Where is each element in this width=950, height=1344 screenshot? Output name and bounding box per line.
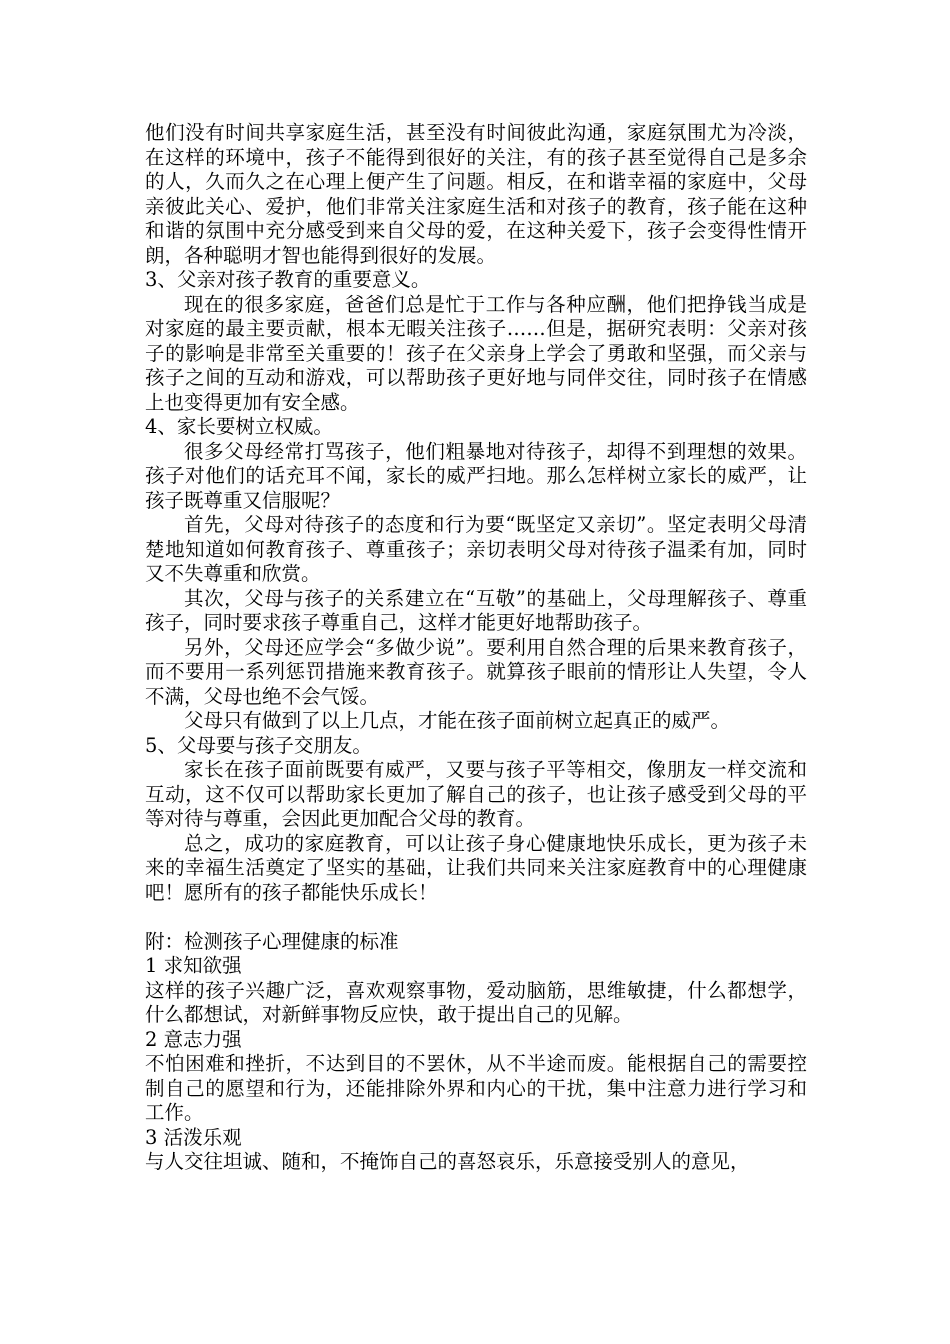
heading-willpower: 2 意志力强 bbox=[145, 1027, 242, 1051]
paragraph-authority-intro: 很多父母经常打骂孩子，他们粗暴地对待孩子，却得不到理想的效果。孩子对他们的话充耳不闻，家长的威严扫地。那么怎样树立家长的威严，让孩子既尊重又信服呢？ bbox=[145, 439, 807, 512]
heading-father-role: 3、父亲对孩子教育的重要意义。 bbox=[145, 268, 431, 291]
blank-line bbox=[145, 905, 807, 930]
paragraph-curiosity: 这样的孩子兴趣广泛，喜欢观察事物，爱动脑筋，思维敏捷，什么都想学，什么都想试，对新鲜事物反应快，敢于提出自己的见解。 bbox=[145, 978, 807, 1026]
paragraph-family-atmosphere: 他们没有时间共享家庭生活，甚至没有时间彼此沟通，家庭氛围尤为冷淡，在这样的环境中，孩子不能得到很好的关注，有的孩子甚至觉得自己是多余的人，久而久之在心理上便产生了问题。相反，在和谐幸福的家庭中，父母亲彼此关心、爱护，他们非常关注家庭生活和对孩子的教育，孩子能在这种和谐的氛围中充分感受到来自父母的爱，在这种关爱下，孩子会变得性情开朗，各种聪明才智也能得到很好的发展。 bbox=[145, 121, 807, 267]
heading-curiosity: 1 求知欲强 bbox=[145, 954, 242, 977]
heading-optimism: 3 活泼乐观 bbox=[145, 1125, 242, 1149]
paragraph-father-role: 现在的很多家庭，爸爸们总是忙于工作与各种应酬，他们把挣钱当成是对家庭的最主要贡献，根本无暇关注孩子……但是，据研究表明：父亲对孩子的影响是非常至关重要的！孩子在父亲身上学会了勇敢和坚强，而父亲与孩子之间的互动和游戏，可以帮助孩子更好地与同伴交往，同时孩子在情感上也变得更加有安全感。 bbox=[145, 292, 807, 414]
paragraph-authority-second: 其次，父母与孩子的关系建立在“互敬”的基础上，父母理解孩子、尊重孩子，同时要求孩子尊重自己，这样才能更好地帮助孩子。 bbox=[145, 586, 807, 634]
heading-friendship: 5、父母要与孩子交朋友。 bbox=[145, 733, 372, 757]
paragraph-willpower: 不怕困难和挫折，不达到目的不罢休，从不半途而废。能根据自己的需要控制自己的愿望和行为，还能排除外界和内心的干扰，集中注意力进行学习和工作。 bbox=[145, 1052, 807, 1124]
paragraph-optimism: 与人交往坦诚、随和，不掩饰自己的喜怒哀乐，乐意接受别人的意见， bbox=[145, 1150, 750, 1173]
paragraph-summary: 总之，成功的家庭教育，可以让孩子身心健康地快乐成长，更为孩子未来的幸福生活奠定了坚实的基础，让我们共同来关注家庭教育中的心理健康吧！愿所有的孩子都能快乐成长！ bbox=[145, 831, 807, 904]
heading-appendix: 附：检测孩子心理健康的标准 bbox=[145, 929, 399, 953]
paragraph-authority-conclusion: 父母只有做到了以上几点，才能在孩子面前树立起真正的威严。 bbox=[184, 709, 731, 732]
paragraph-authority-first: 首先，父母对待孩子的态度和行为要“既坚定又亲切”。坚定表明父母清楚地知道如何教育孩子、尊重孩子；亲切表明父母对待孩子温柔有加，同时又不失尊重和欣赏。 bbox=[145, 513, 807, 585]
paragraph-authority-third: 另外，父母还应学会“多做少说”。要利用自然合理的后果来教育孩子，而不要用一系列惩罚措施来教育孩子。就算孩子眼前的情形让人失望，令人不满，父母也绝不会气馁。 bbox=[145, 635, 807, 708]
heading-parent-authority: 4、家长要树立权威。 bbox=[145, 415, 333, 438]
paragraph-friendship: 家长在孩子面前既要有威严，又要与孩子平等相交，像朋友一样交流和互动，这不仅可以帮助家长更加了解自己的孩子，也让孩子感受到父母的平等对待与尊重，会因此更加配合父母的教育。 bbox=[145, 758, 807, 830]
document-page bbox=[145, 121, 807, 1175]
